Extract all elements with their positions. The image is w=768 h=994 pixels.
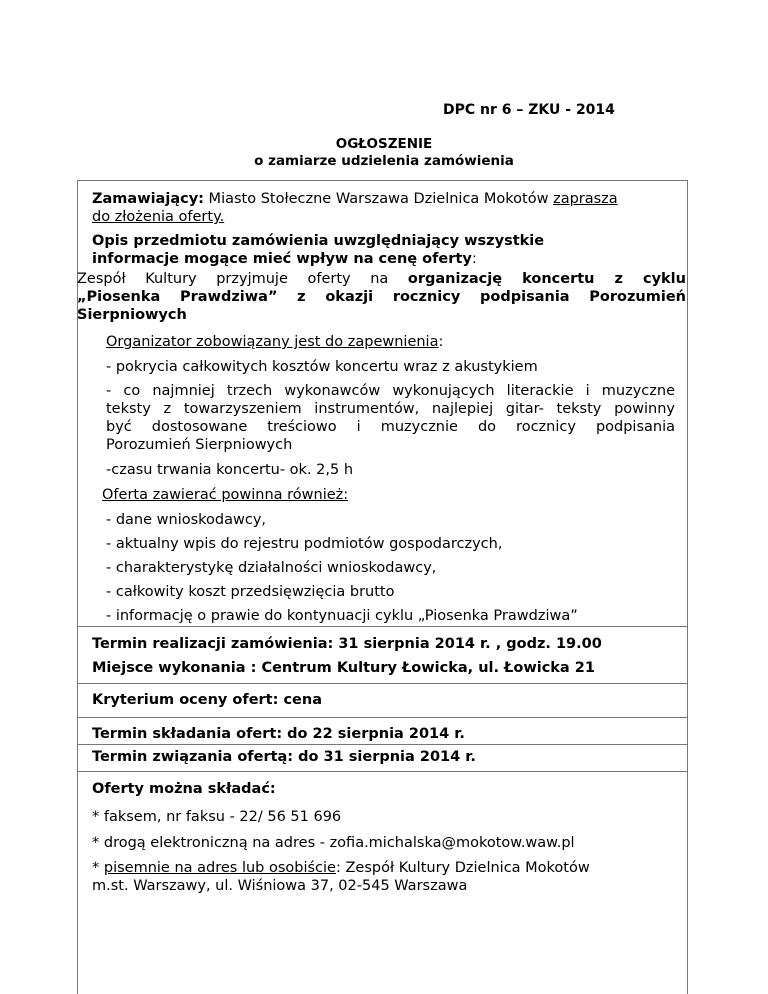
section-skladanie bbox=[77, 772, 688, 994]
oferta-item: - całkowity koszt przedsięwzięcia brutto bbox=[106, 584, 395, 600]
zamawiajacy-text: Miasto Stołeczne Warszawa Dzielnica Mokotów bbox=[203, 191, 554, 207]
zaprasza-link: zaprasza bbox=[553, 191, 618, 207]
zamawiajacy-line1 bbox=[92, 190, 618, 208]
opis-heading-colon: : bbox=[471, 251, 477, 267]
oferta-item: - aktualny wpis do rejestru podmiotów gospodarczych, bbox=[106, 536, 503, 552]
pisemnie-underlined: pisemnie na adres lub osobiście bbox=[103, 860, 336, 876]
organizator-item2-l2: teksty z towarzyszeniem instrumentów, najlepiej gitar- teksty powinny bbox=[106, 401, 675, 417]
organizator-colon: : bbox=[438, 334, 444, 350]
skladanie-heading: Oferty można składać: bbox=[92, 781, 276, 797]
opis-heading-line2 bbox=[92, 250, 477, 268]
section-description bbox=[77, 180, 688, 627]
zamawiajacy-label: Zamawiający: bbox=[92, 191, 204, 207]
oferta-item: - informację o prawie do kontynuacji cyklu „Piosenka Prawdziwa” bbox=[106, 608, 578, 624]
skladanie-faks: * faksem, nr faksu - 22/ 56 51 696 bbox=[92, 809, 342, 825]
organizator-item2-l3: być dostosowane treściowo i muzycznie do rocznicy podpisania bbox=[106, 419, 675, 435]
section-termin-zwiazania bbox=[77, 745, 688, 772]
miejsce-wykonania: Miejsce wykonania : Centrum Kultury Łowicka, ul. Łowicka 21 bbox=[92, 660, 595, 676]
zaprasza-link-line2: do złożenia oferty. bbox=[92, 209, 225, 225]
oferta-label: Oferta zawierać powinna również: bbox=[102, 487, 349, 503]
organizator-item3: -czasu trwania koncertu- ok. 2,5 h bbox=[106, 462, 354, 478]
bullet-star: * bbox=[92, 860, 104, 876]
kryterium-oceny: Kryterium oceny ofert: cena bbox=[92, 692, 322, 708]
announcement-heading bbox=[0, 136, 768, 170]
opis-line3: Sierpniowych bbox=[77, 307, 187, 323]
document-reference: DPC nr 6 – ZKU - 2014 bbox=[443, 102, 615, 118]
skladanie-pisemnie bbox=[92, 859, 590, 877]
organizator-item2-l4: Porozumień Sierpniowych bbox=[106, 437, 293, 453]
organizator-label-line bbox=[106, 333, 443, 351]
organizator-item1: - pokrycia całkowitych kosztów koncertu wraz z akustykiem bbox=[106, 359, 538, 375]
pisemnie-rest: : Zespół Kultury Dzielnica Mokotów bbox=[335, 860, 590, 876]
opis-line1-bold: organizację koncertu z cyklu bbox=[407, 271, 686, 287]
termin-zwiazania: Termin związania ofertą: do 31 sierpnia 2014 r. bbox=[92, 749, 476, 765]
opis-line2: „Piosenka Prawdziwa” z okazji rocznicy podpisania Porozumień bbox=[77, 289, 686, 305]
termin-realizacji: Termin realizacji zamówienia: 31 sierpnia 2014 r. , godz. 19.00 bbox=[92, 636, 602, 652]
announcement-subtitle: o zamiarze udzielenia zamówienia bbox=[254, 153, 514, 169]
opis-heading-bold: informacje mogące mieć wpływ na cenę oferty bbox=[92, 251, 472, 267]
opis-line1-plain: Zespół Kultury przyjmuje oferty na bbox=[77, 271, 408, 287]
skladanie-pisemnie-l2: m.st. Warszawy, ul. Wiśniowa 37, 02-545 Warszawa bbox=[92, 878, 468, 894]
section-termin-realizacji bbox=[77, 627, 688, 684]
termin-skladania: Termin składania ofert: do 22 sierpnia 2014 r. bbox=[92, 726, 465, 742]
skladanie-email: * drogą elektroniczną na adres - zofia.michalska@mokotow.waw.pl bbox=[92, 835, 575, 851]
section-kryterium bbox=[77, 684, 688, 718]
section-termin-skladania bbox=[77, 718, 688, 745]
opis-line1 bbox=[77, 270, 686, 288]
opis-heading-line1: Opis przedmiotu zamówienia uwzględniający wszystkie bbox=[92, 233, 545, 249]
oferta-item: - charakterystykę działalności wnioskodawcy, bbox=[106, 560, 437, 576]
organizator-label: Organizator zobowiązany jest do zapewnienia bbox=[106, 334, 439, 350]
organizator-item2-l1: - co najmniej trzech wykonawców wykonujących literackie i muzyczne bbox=[106, 383, 675, 399]
oferta-item: - dane wnioskodawcy, bbox=[106, 512, 267, 528]
announcement-title: OGŁOSZENIE bbox=[335, 136, 433, 152]
